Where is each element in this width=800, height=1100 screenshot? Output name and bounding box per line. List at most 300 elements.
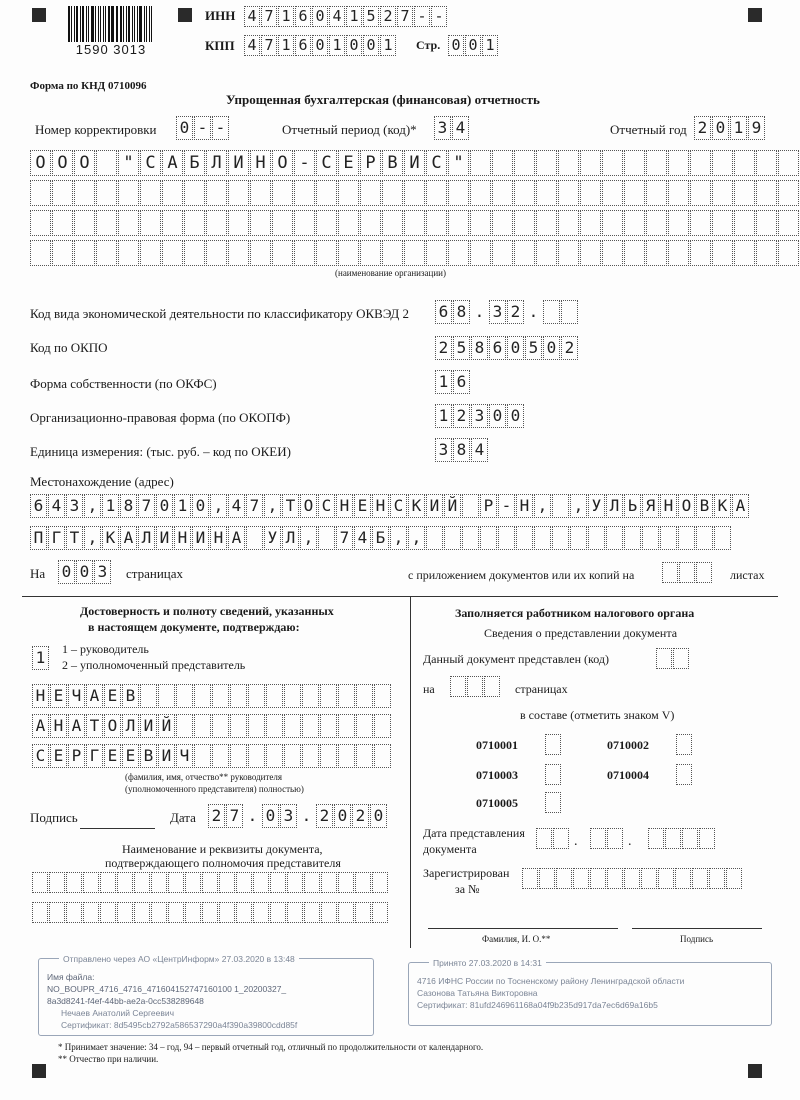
attach-cells-cell xyxy=(679,562,695,583)
org-name-row-4-cell xyxy=(140,240,161,266)
org-name-row-3-cell xyxy=(646,210,667,236)
org-name-row-2-cell xyxy=(228,180,249,206)
okpo-cells-cell: 8 xyxy=(471,336,488,360)
tax-heading: Заполняется работником налогового органа xyxy=(455,606,695,620)
address-row-1-cell: О xyxy=(678,494,695,518)
reg-number-cells-cell xyxy=(573,868,589,889)
doc-row-2-cell xyxy=(185,902,201,923)
org-name-row-4-cell xyxy=(184,240,205,266)
doc-row-2-cell xyxy=(117,902,133,923)
corner-marker-top-left xyxy=(32,8,46,22)
checkbox-0710003-cell[interactable] xyxy=(545,764,561,785)
doc-row-1-cell xyxy=(372,872,388,893)
org-name-row-2-cell xyxy=(712,180,733,206)
doc-row-1-cell xyxy=(270,872,286,893)
doc-row-1-cell xyxy=(100,872,116,893)
tax-pages-cells-cell xyxy=(450,676,466,697)
org-name-row-3-cell xyxy=(778,210,799,236)
last-name-cells-cell xyxy=(266,684,283,708)
org-name-row-1-cell xyxy=(712,150,733,176)
first-name-cells xyxy=(32,714,392,738)
org-name-row-1-cell: - xyxy=(294,150,315,176)
section-divider xyxy=(22,596,778,597)
barcode-bar xyxy=(123,6,124,42)
barcode-bar xyxy=(76,6,79,42)
org-name-row-2-cell xyxy=(426,180,447,206)
address-row-1-cell: У xyxy=(588,494,605,518)
officer-cert: Сертификат: 81ufd246961168a04f9b235d917da7ec6d69a16b5 xyxy=(417,1000,658,1010)
sent-stamp xyxy=(38,954,374,1036)
address-row-2-cell: Л xyxy=(282,526,299,550)
doc-row-1 xyxy=(32,872,389,893)
confirm-heading-2: в настоящем документе, подтверждаю: xyxy=(88,620,300,634)
org-name-row-2-cell xyxy=(734,180,755,206)
reg-number-cells-cell xyxy=(539,868,555,889)
last-name-cells-cell xyxy=(158,684,175,708)
org-name-row-2-cell xyxy=(514,180,535,206)
org-name-row-1 xyxy=(30,150,800,176)
address-row-1-cell: 4 xyxy=(228,494,245,518)
footnote-1: * Принимает значение: 34 – год, 94 – первый отчетный год, отличный по продолжительности от календарного. xyxy=(58,1042,484,1052)
barcode-bar xyxy=(149,6,150,42)
first-name-cells-cell xyxy=(302,714,319,738)
page-cells-cell: 0 xyxy=(448,35,464,56)
patronymic-cells-cell xyxy=(284,744,301,768)
org-name-row-3-cell xyxy=(162,210,183,236)
tax-sign-caption: Подпись xyxy=(680,934,714,944)
org-name-row-2-cell xyxy=(294,180,315,206)
okpo-cells-cell: 5 xyxy=(525,336,542,360)
correction-label: Номер корректировки xyxy=(35,122,157,137)
unit-cells xyxy=(435,438,489,462)
doc-row-2-cell xyxy=(253,902,269,923)
org-name-row-2-cell xyxy=(338,180,359,206)
doc-row-2-cell xyxy=(100,902,116,923)
kpp-cells xyxy=(244,35,397,56)
patronymic-cells-cell xyxy=(338,744,355,768)
org-name-row-3-cell xyxy=(712,210,733,236)
okopf-cells-cell: 1 xyxy=(435,404,452,428)
org-name-row-3-cell xyxy=(558,210,579,236)
barcode-bar xyxy=(108,6,110,42)
address-row-2-cell: Т xyxy=(66,526,83,550)
checkbox-0710004[interactable] xyxy=(676,764,693,785)
first-name-cells-cell xyxy=(266,714,283,738)
org-name-row-2-cell xyxy=(778,180,799,206)
patronymic-cells-cell xyxy=(266,744,283,768)
date-cells xyxy=(208,804,388,828)
unit-cells-cell: 8 xyxy=(453,438,470,462)
corner-marker-top-right xyxy=(748,8,762,22)
address-row-2-cell: И xyxy=(192,526,209,550)
okpo-cells-cell: 0 xyxy=(507,336,524,360)
barcode-bar xyxy=(91,6,94,42)
sender-cert: Сертификат: 8d5495cb2792a586537290a4f390a39800cdd85f xyxy=(61,1020,298,1030)
correction-cells-cell: 0 xyxy=(176,116,193,140)
okved-cells-cell: 3 xyxy=(489,300,506,324)
barcode-bar xyxy=(120,6,122,42)
address-row-1-cell: Т xyxy=(282,494,299,518)
date-cells-cell: . xyxy=(247,806,258,825)
org-name-row-3-cell xyxy=(338,210,359,236)
inn-cells-cell: 4 xyxy=(329,6,345,27)
address-row-2-cell xyxy=(570,526,587,550)
page-cells-cell: 0 xyxy=(465,35,481,56)
org-name-row-2-cell xyxy=(492,180,513,206)
org-name-row-2-cell xyxy=(668,180,689,206)
attach-label: с приложением документов или их копий на xyxy=(408,568,635,582)
checkbox-0710002-cell[interactable] xyxy=(676,734,692,755)
patronymic-cells-cell xyxy=(374,744,391,768)
address-row-2-cell: Н xyxy=(174,526,191,550)
barcode-bar xyxy=(98,6,99,42)
signer-option-2: 2 – уполномоченный представитель xyxy=(62,658,246,672)
org-name-row-2-cell xyxy=(558,180,579,206)
org-name-row-2-cell xyxy=(756,180,777,206)
last-name-cells-cell xyxy=(302,684,319,708)
pages-cells-cell: 3 xyxy=(94,560,111,584)
pages-prefix: На xyxy=(30,566,46,581)
address-row-1-cell: 4 xyxy=(48,494,65,518)
org-name-row-2 xyxy=(30,180,800,206)
reg-number-cells-cell xyxy=(675,868,691,889)
org-name-row-2-cell xyxy=(536,180,557,206)
address-row-2-cell xyxy=(588,526,605,550)
last-name-cells-cell: Е xyxy=(104,684,121,708)
kpp-cells-cell: 4 xyxy=(244,35,260,56)
period-cells xyxy=(434,116,470,140)
checkbox-0710001-cell[interactable] xyxy=(545,734,561,755)
doc-caption-1: Наименование и реквизиты документа, xyxy=(122,842,323,856)
fio-caption-2: (уполномоченного представителя) полностью) xyxy=(125,784,304,794)
patronymic-cells-cell xyxy=(212,744,229,768)
org-name-row-3-cell xyxy=(734,210,755,236)
doc-row-2-cell xyxy=(219,902,235,923)
year-label: Отчетный год xyxy=(610,122,687,137)
doc-row-1-cell xyxy=(151,872,167,893)
date-cells-cell: 2 xyxy=(208,804,225,828)
okopf-cells-cell: 2 xyxy=(453,404,470,428)
doc-row-2-cell xyxy=(134,902,150,923)
last-name-cells-cell xyxy=(284,684,301,708)
file-label: Имя файла: xyxy=(47,972,95,982)
reg-number-cells-cell xyxy=(624,868,640,889)
org-name-row-2-cell xyxy=(316,180,337,206)
year-cells xyxy=(694,116,766,140)
last-name-cells-cell xyxy=(230,684,247,708)
reg-number-cells-cell xyxy=(641,868,657,889)
address-row-1-cell: Н xyxy=(516,494,533,518)
checkbox-0710004-cell[interactable] xyxy=(676,764,692,785)
org-name-row-4-cell xyxy=(778,240,799,266)
org-name-row-4-cell xyxy=(426,240,447,266)
first-name-cells-cell: И xyxy=(140,714,157,738)
org-name-row-2-cell xyxy=(250,180,271,206)
on-label: на xyxy=(423,682,435,696)
attach-cells-cell xyxy=(696,562,712,583)
org-name-row-4-cell xyxy=(118,240,139,266)
org-name-row-4-cell xyxy=(206,240,227,266)
page-cells-cell: 1 xyxy=(482,35,498,56)
address-row-2-cell xyxy=(462,526,479,550)
org-name-row-4-cell xyxy=(30,240,51,266)
address-row-2-cell: И xyxy=(156,526,173,550)
date-cells-cell: 2 xyxy=(316,804,333,828)
barcode-bar xyxy=(117,6,118,42)
corner-marker-bottom-right xyxy=(748,1064,762,1078)
reg-number-cells-cell xyxy=(556,868,572,889)
patronymic-cells-cell xyxy=(356,744,373,768)
doc-row-1-cell xyxy=(355,872,371,893)
address-row-1-cell: 0 xyxy=(192,494,209,518)
org-name-row-1-cell: И xyxy=(404,150,425,176)
kpp-cells-cell: 7 xyxy=(261,35,277,56)
patronymic-cells-cell xyxy=(194,744,211,768)
address-row-1-cell xyxy=(462,494,479,518)
reg-number-cells-cell xyxy=(658,868,674,889)
org-name-row-3-cell xyxy=(602,210,623,236)
doc-row-1-cell xyxy=(185,872,201,893)
address-row-2-cell: Г xyxy=(48,526,65,550)
doc-row-1-cell xyxy=(202,872,218,893)
first-name-cells-cell xyxy=(212,714,229,738)
tax-date-year-cell xyxy=(648,828,664,849)
org-name-row-1-cell xyxy=(96,150,117,176)
address-label: Местонахождение (адрес) xyxy=(30,474,174,489)
tax-pages-label: страницах xyxy=(515,682,568,696)
tax-date-year-cell xyxy=(699,828,715,849)
okfs-cells-cell: 6 xyxy=(453,370,470,394)
code-0710004: 0710004 xyxy=(607,768,649,782)
address-row-1-cell: С xyxy=(390,494,407,518)
patronymic-cells-cell: Р xyxy=(68,744,85,768)
tax-date-day-cell xyxy=(553,828,569,849)
checkbox-0710003[interactable] xyxy=(545,764,562,785)
first-name-cells-cell: Н xyxy=(50,714,67,738)
address-row-1-cell: И xyxy=(426,494,443,518)
address-row-1-cell: Н xyxy=(336,494,353,518)
pages-cells-cell: 0 xyxy=(76,560,93,584)
attach-cells xyxy=(662,562,713,583)
tax-pages-cells-cell xyxy=(467,676,483,697)
address-row-1-cell: С xyxy=(318,494,335,518)
address-row-1-cell: Р xyxy=(480,494,497,518)
year-cells-cell: 2 xyxy=(694,116,711,140)
officer-name: Сазонова Татьяна Викторовна xyxy=(417,988,538,998)
patronymic-cells xyxy=(32,744,392,768)
okfs-cells xyxy=(435,370,471,394)
okved-cells-cell: . xyxy=(528,302,539,321)
correction-cells-cell: - xyxy=(212,116,229,140)
org-name-row-2-cell xyxy=(52,180,73,206)
address-row-1-cell: , xyxy=(534,494,551,518)
org-name-row-4-cell xyxy=(602,240,623,266)
patronymic-cells-cell: Ч xyxy=(176,744,193,768)
address-row-2-cell xyxy=(642,526,659,550)
inn-cells-cell: - xyxy=(431,6,447,27)
doc-row-2-cell xyxy=(168,902,184,923)
address-row-2-cell: Н xyxy=(210,526,227,550)
doc-row-2-cell xyxy=(287,902,303,923)
barcode-bar xyxy=(111,6,114,42)
date-cells-cell: . xyxy=(301,806,312,825)
address-row-2-cell xyxy=(678,526,695,550)
okopf-cells-cell: 0 xyxy=(507,404,524,428)
org-name-row-1-cell xyxy=(756,150,777,176)
org-name-row-2-cell xyxy=(184,180,205,206)
org-name-row-2-cell xyxy=(602,180,623,206)
org-name-row-4-cell xyxy=(360,240,381,266)
address-row-1-cell: В xyxy=(696,494,713,518)
accepted-stamp-caption: Принято 27.03.2020 в 14:31 xyxy=(429,957,546,969)
address-row-2-cell: Л xyxy=(138,526,155,550)
tax-date-month-cell xyxy=(590,828,606,849)
signer-code-cell xyxy=(32,646,50,670)
patronymic-cells-cell xyxy=(230,744,247,768)
okpo-cells-cell: 6 xyxy=(489,336,506,360)
tax-pages-cells xyxy=(450,676,501,697)
org-name-row-1-cell xyxy=(492,150,513,176)
doc-row-2-cell xyxy=(49,902,65,923)
checkbox-0710005-cell[interactable] xyxy=(545,792,561,813)
address-row-1-cell: О xyxy=(300,494,317,518)
fio-caption-1: (фамилия, имя, отчество** руководителя xyxy=(125,772,283,782)
okved-cells-cell xyxy=(561,300,578,324)
patronymic-cells-cell: Е xyxy=(104,744,121,768)
patronymic-cells-cell: Е xyxy=(50,744,67,768)
address-row-1-cell: 3 xyxy=(66,494,83,518)
org-name-row-4-cell xyxy=(316,240,337,266)
first-name-cells-cell: А xyxy=(68,714,85,738)
doc-row-1-cell xyxy=(117,872,133,893)
org-name-row-1-cell: О xyxy=(74,150,95,176)
address-row-2-cell xyxy=(606,526,623,550)
barcode-bar xyxy=(71,6,72,42)
doc-row-2-cell xyxy=(236,902,252,923)
okved-cells-cell: 8 xyxy=(453,300,470,324)
org-name-row-2-cell xyxy=(470,180,491,206)
org-name-row-1-cell: О xyxy=(272,150,293,176)
signer-code-cell-cell: 1 xyxy=(32,646,49,670)
tax-date-day-cell xyxy=(536,828,552,849)
barcode-bar xyxy=(126,6,127,42)
last-name-cells-cell xyxy=(248,684,265,708)
org-name-row-3-cell xyxy=(140,210,161,236)
doc-row-1-cell xyxy=(49,872,65,893)
address-row-1-cell: , xyxy=(84,494,101,518)
org-name-row-1-cell xyxy=(580,150,601,176)
org-name-row-1-cell: Л xyxy=(206,150,227,176)
barcode-bar xyxy=(103,6,104,42)
address-row-2-cell xyxy=(552,526,569,550)
barcode-bar xyxy=(74,6,75,42)
address-row-2-cell: А xyxy=(120,526,137,550)
address-row-1-cell: Н xyxy=(660,494,677,518)
reg-number-cells-cell xyxy=(522,868,538,889)
last-name-cells-cell xyxy=(140,684,157,708)
reg-number-cells-cell xyxy=(590,868,606,889)
composition-label: в составе (отметить знаком V) xyxy=(520,708,675,722)
doc-row-2-cell xyxy=(338,902,354,923)
patronymic-cells-cell: Г xyxy=(86,744,103,768)
checkbox-0710002[interactable] xyxy=(676,734,693,755)
date-cells-cell: 7 xyxy=(226,804,243,828)
org-name-row-2-cell xyxy=(360,180,381,206)
org-name-row-1-cell xyxy=(602,150,623,176)
barcode-bar xyxy=(137,6,138,42)
first-name-cells-cell xyxy=(338,714,355,738)
okopf-label: Организационно-правовая форма (по ОКОПФ) xyxy=(30,410,291,425)
org-name-row-2-cell xyxy=(646,180,667,206)
org-name-row-3-cell xyxy=(272,210,293,236)
org-name-row-3-cell xyxy=(514,210,535,236)
inn-cells-cell: 7 xyxy=(261,6,277,27)
org-name-row-4-cell xyxy=(272,240,293,266)
last-name-cells-cell xyxy=(356,684,373,708)
checkbox-0710001[interactable] xyxy=(545,734,562,755)
barcode-bar xyxy=(144,6,145,42)
okfs-cells-cell: 1 xyxy=(435,370,452,394)
first-name-cells-cell: Л xyxy=(122,714,139,738)
barcode-bar xyxy=(134,6,135,42)
doc-row-1-cell xyxy=(338,872,354,893)
address-row-2-cell xyxy=(426,526,443,550)
org-name-row-1-cell xyxy=(668,150,689,176)
attach-cells-cell xyxy=(662,562,678,583)
last-name-cells xyxy=(32,684,392,708)
attach-suffix: листах xyxy=(730,568,765,582)
last-name-cells-cell: В xyxy=(122,684,139,708)
org-name-row-4 xyxy=(30,240,800,266)
last-name-cells-cell xyxy=(320,684,337,708)
org-name-row-3-cell xyxy=(118,210,139,236)
corner-marker-bottom-left xyxy=(32,1064,46,1078)
form-knd: Форма по КНД 0710096 xyxy=(30,80,147,92)
reg-label-2: за № xyxy=(455,882,480,896)
address-row-1-cell: К xyxy=(408,494,425,518)
address-row-1-cell: , xyxy=(570,494,587,518)
org-name-row-2-cell xyxy=(272,180,293,206)
code-0710003: 0710003 xyxy=(476,768,518,782)
org-name-row-3-cell xyxy=(404,210,425,236)
org-name-caption: (наименование организации) xyxy=(335,268,446,278)
date-label: Дата xyxy=(170,810,196,825)
first-name-cells-cell: О xyxy=(104,714,121,738)
first-name-cells-cell xyxy=(176,714,193,738)
barcode-bar xyxy=(68,6,70,42)
org-name-row-4-cell xyxy=(712,240,733,266)
org-name-row-2-cell xyxy=(96,180,117,206)
correction-cells-cell: - xyxy=(194,116,211,140)
pages-cells-cell: 0 xyxy=(58,560,75,584)
org-name-row-4-cell xyxy=(448,240,469,266)
address-row-2-cell: , xyxy=(84,526,101,550)
kpp-cells-cell: 1 xyxy=(329,35,345,56)
address-row-2-cell xyxy=(318,526,335,550)
checkbox-0710005[interactable] xyxy=(545,792,562,813)
org-name-row-1-cell: " xyxy=(118,150,139,176)
last-name-cells-cell xyxy=(338,684,355,708)
org-name-row-4-cell xyxy=(756,240,777,266)
office-name: 4716 ИФНС России по Тосненскому району Ленинградской области xyxy=(417,976,685,986)
barcode-bar xyxy=(95,6,96,42)
kpp-cells-cell: 0 xyxy=(363,35,379,56)
org-name-row-1-cell: Н xyxy=(250,150,271,176)
doc-row-2 xyxy=(32,902,389,923)
address-row-2-cell: П xyxy=(30,526,47,550)
org-name-row-1-cell: " xyxy=(448,150,469,176)
address-row-2-cell: , xyxy=(300,526,317,550)
